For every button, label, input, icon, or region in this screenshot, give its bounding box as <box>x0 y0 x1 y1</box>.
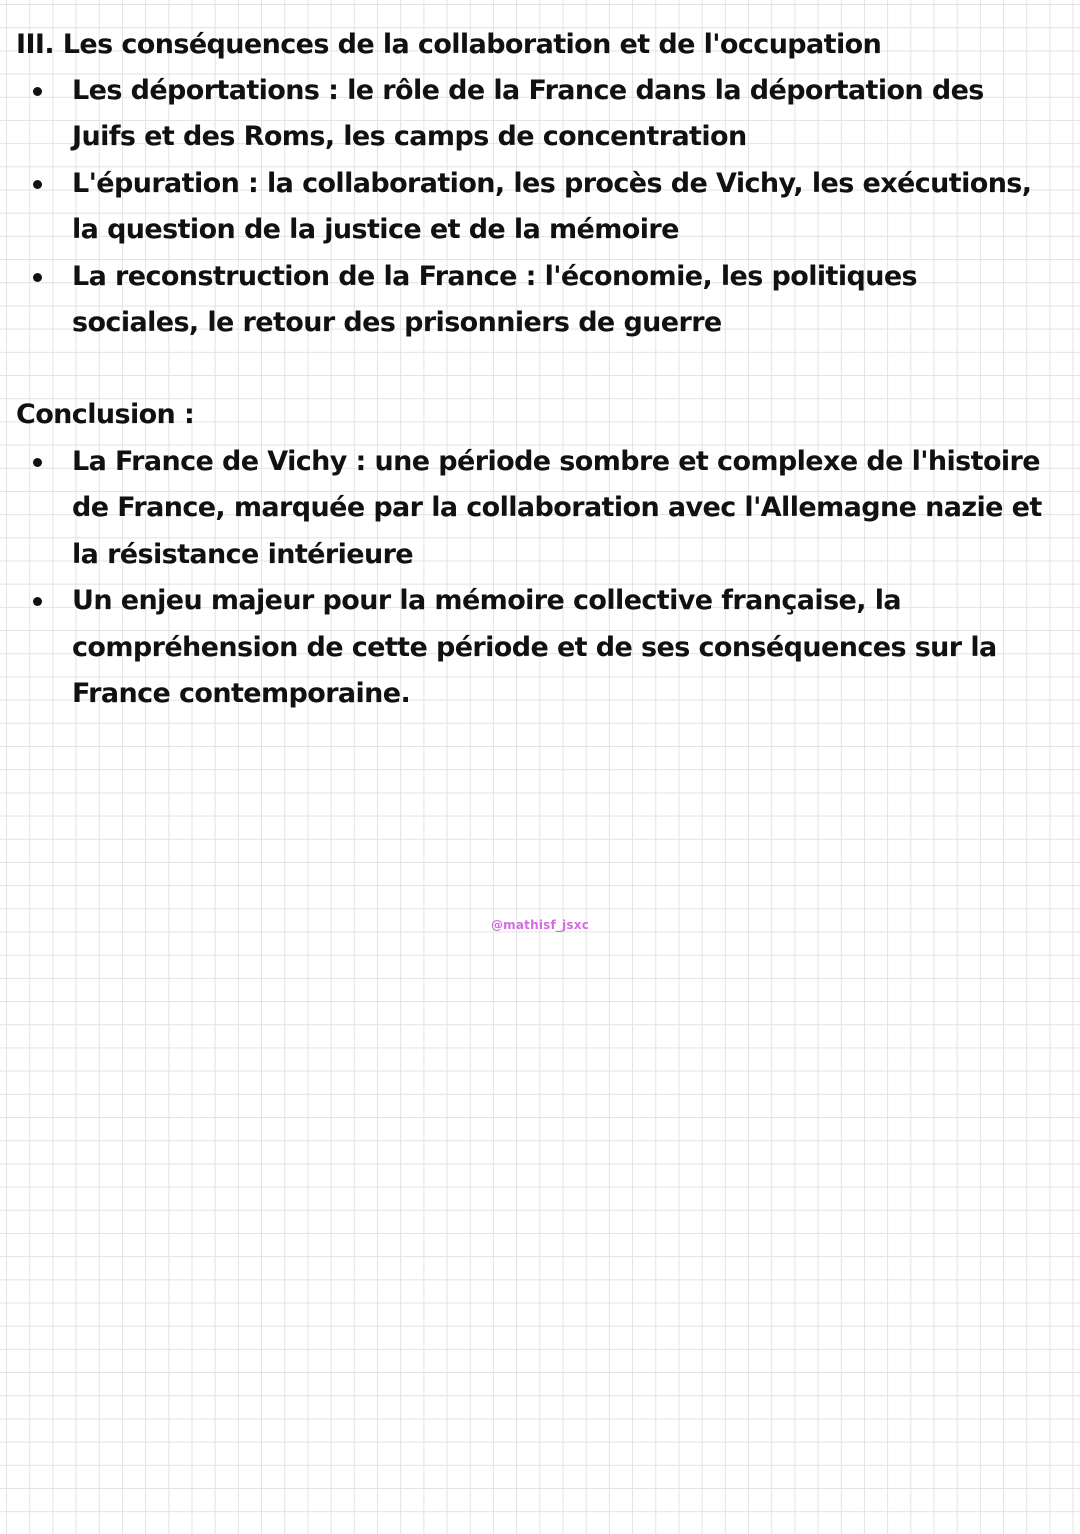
bullet-text: Un enjeu majeur pour la mémoire collective française, la compréhension de cette période et de ses conséquences sur la France contemporaine. <box>72 585 997 710</box>
section-3-heading: III. Les conséquences de la collaboration et de l'occupation <box>16 29 882 60</box>
bullet-dot-icon <box>33 180 42 189</box>
bullet-text: La reconstruction de la France : l'économie, les politiques sociales, le retour des prisonniers de guerre <box>72 260 918 339</box>
bullet-france-de-vichy <box>0 439 1042 578</box>
section-3-bullet-list <box>0 68 1042 346</box>
bullet-dot-icon <box>33 458 42 467</box>
bullet-dot-icon <box>33 273 42 282</box>
bullet-deportations <box>0 68 1032 161</box>
conclusion-heading: Conclusion : <box>16 399 195 430</box>
bullet-dot-icon <box>33 597 42 606</box>
author-watermark: @mathisf_jsxc <box>490 918 590 932</box>
bullet-text: La France de Vichy : une période sombre et complexe de l'histoire de France, marquée par la collaboration avec l'Allemagne nazie et la résistance intérieure <box>72 446 1042 570</box>
bullet-reconstruction <box>0 254 1042 347</box>
bullet-text: L'épuration : la collaboration, les procès de Vichy, les exécutions, la question de la justice et de la mémoire <box>72 167 1032 246</box>
conclusion-bullet-list <box>0 439 1047 717</box>
bullet-memoire-collective <box>0 578 1047 717</box>
bullet-dot-icon <box>33 87 42 96</box>
bullet-text: Les déportations : le rôle de la France dans la déportation des Juifs et des Roms, les camps de concentration <box>72 75 984 153</box>
bullet-epuration <box>0 161 1042 254</box>
